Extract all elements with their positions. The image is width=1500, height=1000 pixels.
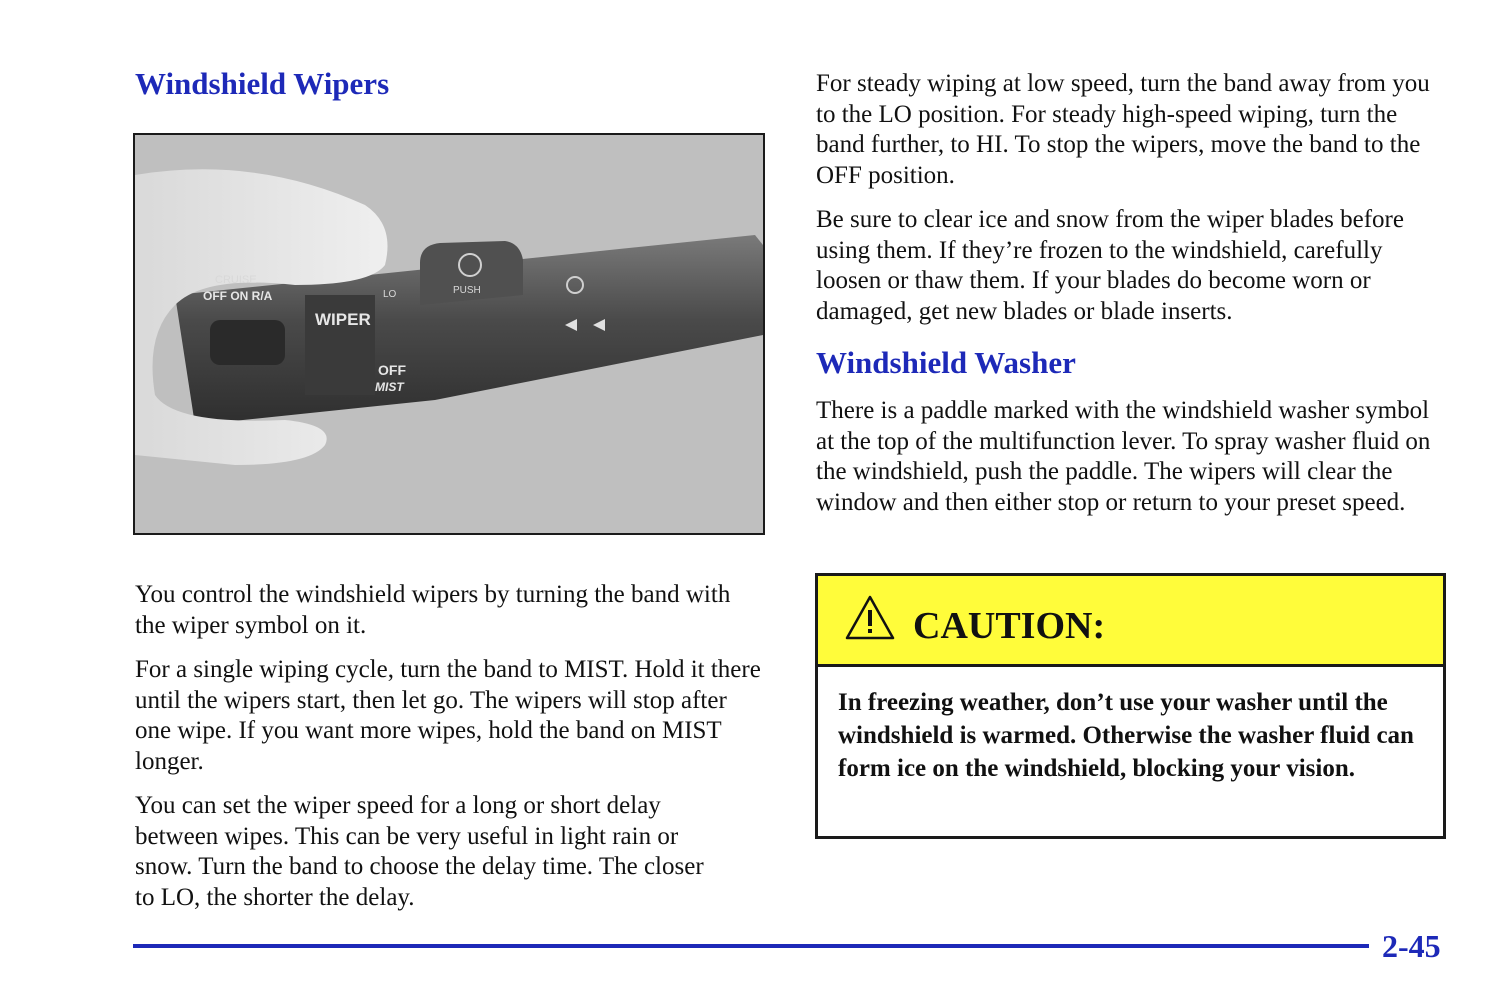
left-paragraph-2: For a single wiping cycle, turn the band to MIST. Hold it there until the wipers start, then let go. The wipers will stop after one wipe. If you want more wipes, hold the band on MIST longer. bbox=[135, 656, 761, 775]
right-paragraph-1: For steady wiping at low speed, turn the band away from you to the LO position. For steady high‑speed wiping, turn the band further, to HI. To stop the wipers, move the band to the OFF position. bbox=[816, 70, 1430, 189]
caution-title: CAUTION: bbox=[913, 605, 1106, 647]
left-paragraph-3: You can set the wiper speed for a long or short delay between wipes. This can be very useful in light rain or snow. Turn the band to choose the delay time. The closer to LO, the shorter the delay. bbox=[135, 792, 704, 911]
windshield-wipers-heading: Windshield Wipers bbox=[135, 66, 390, 101]
label-push: PUSH bbox=[453, 285, 481, 296]
label-cruise: CRUISE bbox=[215, 274, 257, 286]
washer-paragraph: There is a paddle marked with the windshield washer symbol at the top of the multifunction lever. To spray washer fluid on the windshield, push the paddle. The wipers will clear the window and then either stop or return to your preset speed. bbox=[816, 397, 1431, 516]
page-number: 2-45 bbox=[1382, 928, 1441, 964]
caution-header bbox=[818, 576, 1443, 667]
left-paragraph-1: You control the windshield wipers by turning the band with the wiper symbol on it. bbox=[135, 581, 731, 639]
wiper-lever-figure bbox=[133, 133, 765, 535]
windshield-washer-heading: Windshield Washer bbox=[816, 345, 1076, 380]
label-off-on-ra: OFF ON R/A bbox=[203, 289, 273, 303]
caution-box bbox=[815, 573, 1446, 839]
label-mist: MIST bbox=[375, 380, 404, 394]
wiper-lever-illustration bbox=[135, 135, 763, 533]
warning-triangle-icon bbox=[844, 594, 896, 642]
label-lo: LO bbox=[383, 289, 397, 300]
cruise-switch bbox=[210, 320, 285, 365]
footer-rule bbox=[133, 944, 1369, 948]
caution-text: In freezing weather, don’t use your washer until the windshield is warmed. Otherwise the washer fluid can form ice on the windshield, blocking your vision. bbox=[838, 689, 1414, 782]
label-off: OFF bbox=[378, 362, 406, 378]
right-paragraph-2: Be sure to clear ice and snow from the wiper blades before using them. If they’re frozen to the windshield, carefully loosen or thaw them. If your blades do become worn or damaged, get new blades or blade inserts. bbox=[816, 206, 1404, 325]
label-wiper: WIPER bbox=[315, 310, 371, 329]
